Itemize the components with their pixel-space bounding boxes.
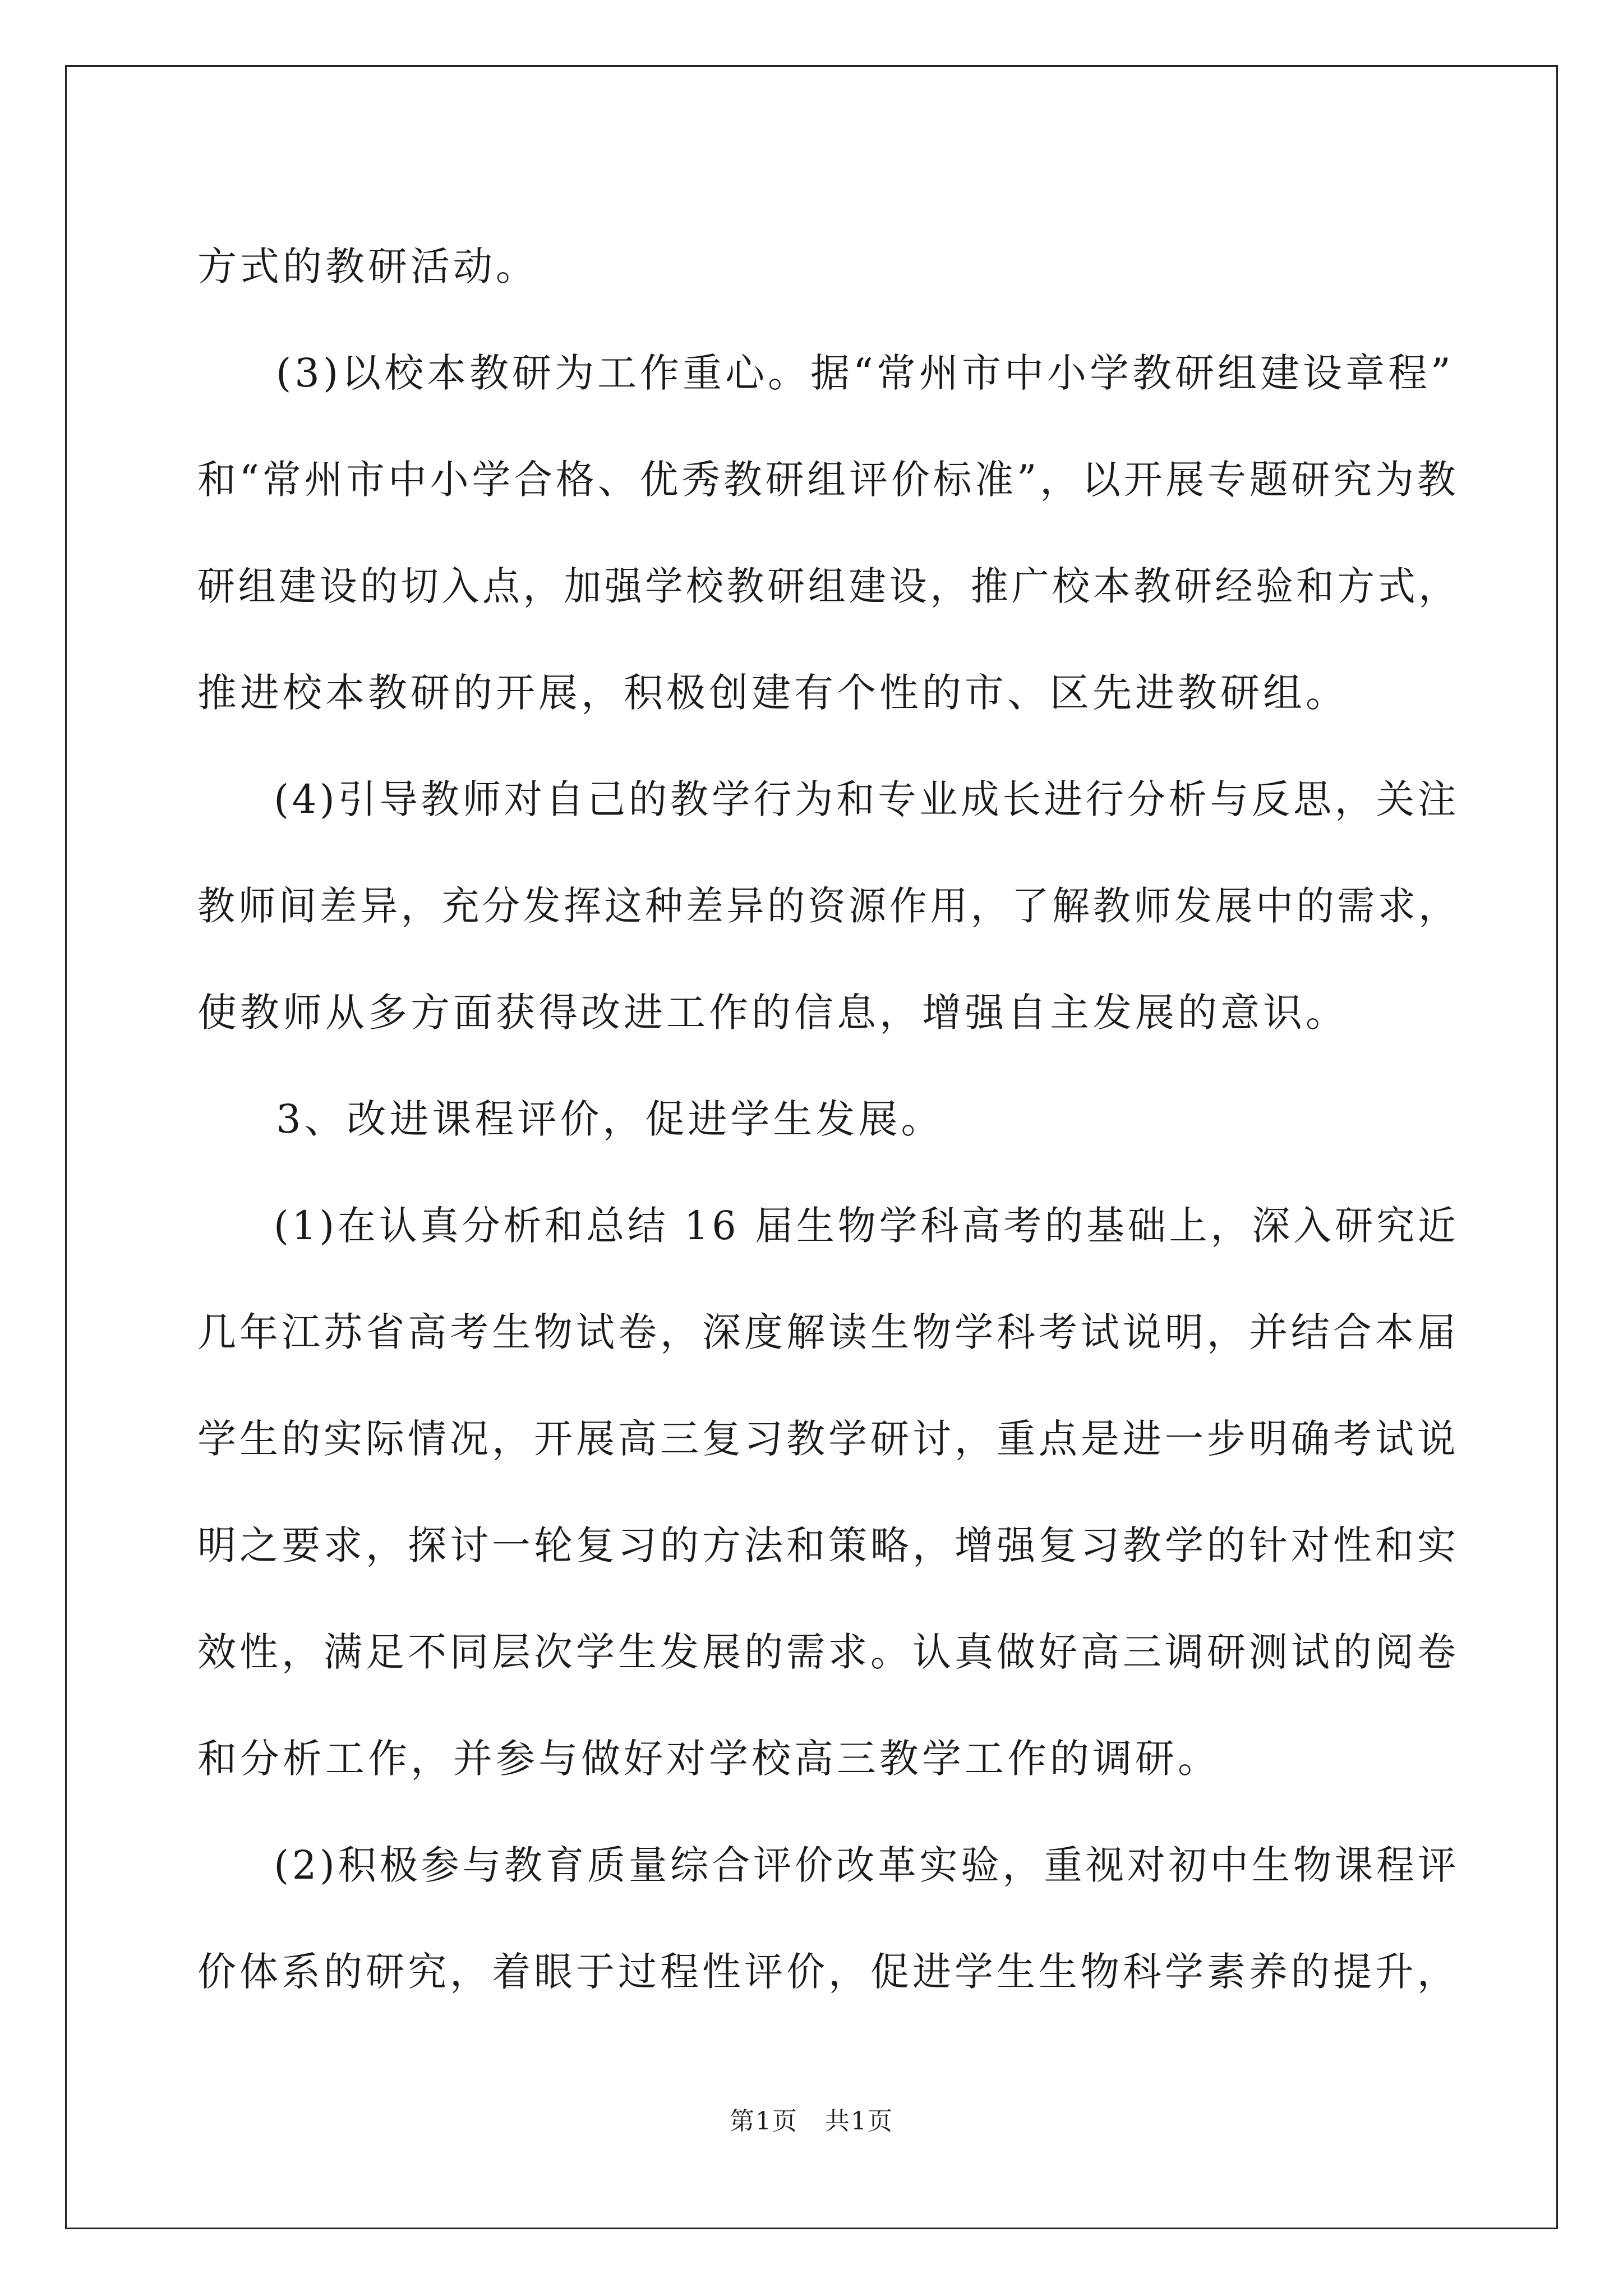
page-footer: 第1页 共1页 <box>730 2107 893 2136</box>
text-line: 推进校本教研的开展，积极创建有个性的市、区先进教研组。 <box>197 670 1348 716</box>
text-line: 3、改进课程评价，促进学生发展。 <box>276 1096 944 1142</box>
text-line: (1)在认真分析和总结 16 届生物学科高考的基础上，深入研究近 <box>274 1203 1459 1249</box>
text-line: 效性，满足不同层次学生发展的需求。认真做好高三调研测试的阅卷 <box>197 1629 1459 1675</box>
text-line: 和“常州市中小学合格、优秀教研组评价标准”，以开展专题研究为教 <box>197 457 1459 503</box>
text-line: 明之要求，探讨一轮复习的方法和策略，增强复习教学的针对性和实 <box>197 1522 1459 1568</box>
text-line: (2)积极参与教育质量综合评价改革实验，重视对初中生物课程评 <box>274 1842 1460 1888</box>
text-line: 使教师从多方面获得改进工作的信息，增强自主发展的意识。 <box>197 990 1348 1036</box>
text-line: (3)以校本教研为工作重心。据“常州市中小学教研组建设章程” <box>276 350 1454 396</box>
text-line: 研组建设的切入点，加强学校教研组建设，推广校本教研经验和方式， <box>197 563 1459 609</box>
text-line: 教师间差异，充分发挥这种差异的资源作用，了解教师发展中的需求， <box>197 883 1459 929</box>
text-line: (4)引导教师对自己的教学行为和专业成长进行分析与反思，关注 <box>274 776 1460 822</box>
document-body <box>197 213 1459 2025</box>
text-line: 和分析工作，并参与做好对学校高三教学工作的调研。 <box>197 1736 1220 1782</box>
text-line: 价体系的研究，着眼于过程性评价，促进学生生物科学素养的提升， <box>197 1949 1459 1995</box>
text-line: 方式的教研活动。 <box>197 243 538 289</box>
text-line: 几年江苏省高考生物试卷，深度解读生物学科考试说明，并结合本届 <box>197 1309 1459 1355</box>
text-line: 学生的实际情况，开展高三复习教学研讨，重点是进一步明确考试说 <box>197 1416 1459 1462</box>
